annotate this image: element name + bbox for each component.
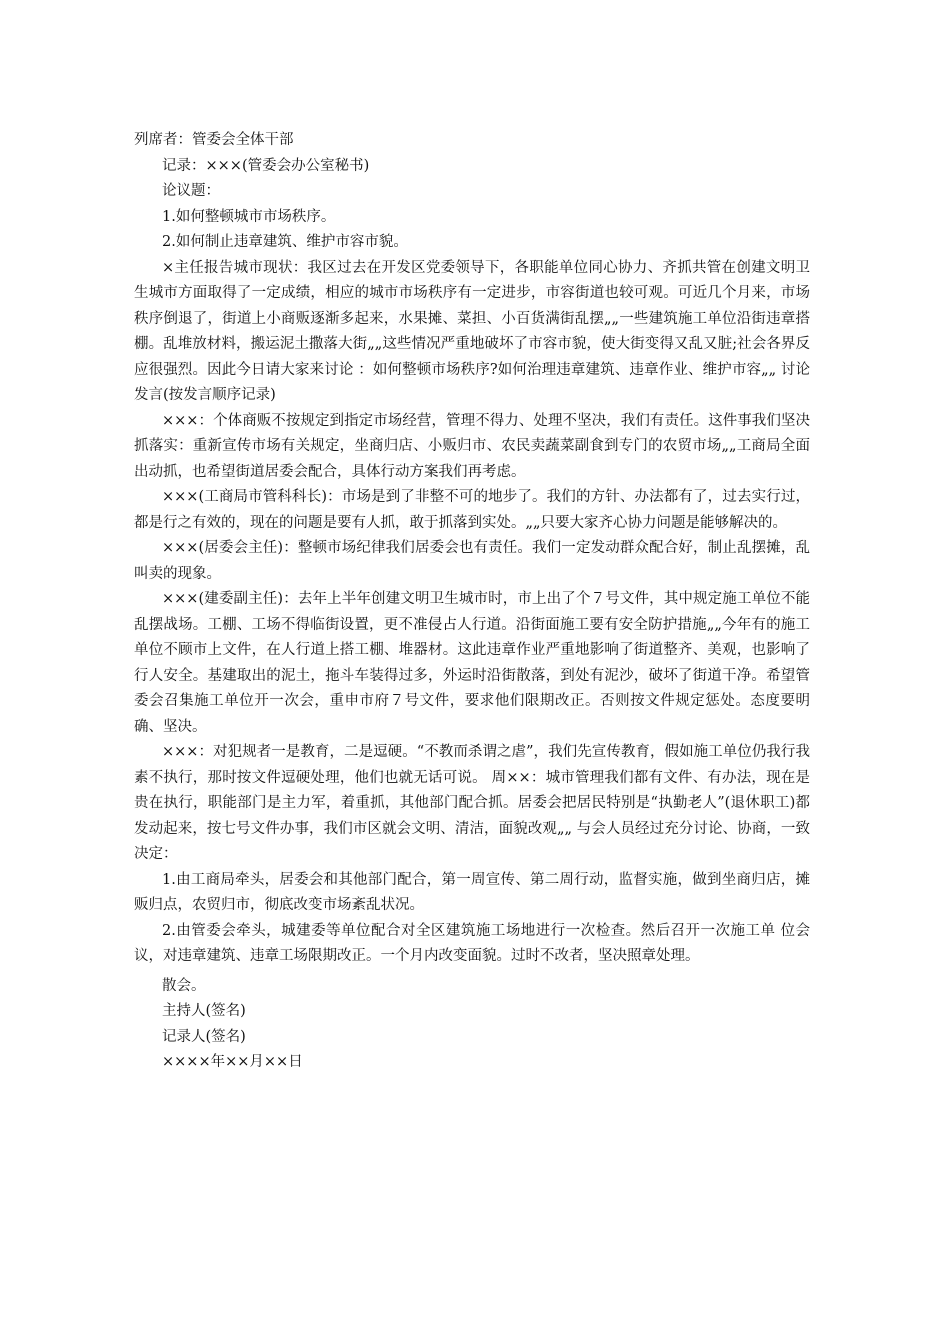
meeting-minutes-document — [134, 128, 810, 1076]
recorder-line: 记录：×××(管委会办公室秘书) — [162, 157, 370, 174]
speech-paragraph: ×××：对犯规者一是教育，二是逗硬。“不教而杀谓之虐”，我们先宣传教育，假如施工单位仍我行我素不执行，那时按文件逗硬处理，他们也就无话可说。 周××：城市管理我们都有文件、有办法，现在是贵在执行，职能部门是主力军，着重抓，其他部门配合抓。居委会把居民特别是“执勤老人”(退休职工)都发动起来，按七号文件办事，我们市区就会文明、清洁，面貌改观„„ 与会人员经过充分讨论、协商，一致决定： — [134, 744, 810, 862]
date-line: ××××年××月××日 — [162, 1054, 303, 1070]
decision-item: 1.由工商局牵头，居委会和其他部门配合，第一周宣传、第二周行动，监督实施，做到坐商归店，摊贩归点，农贸归市，彻底改变市场紊乱状况。 — [134, 871, 810, 913]
host-signature-line: 主持人(签名) — [162, 1003, 246, 1019]
speech-paragraph: ×××(工商局市管科科长)：市场是到了非整不可的地步了。我们的方针、办法都有了，过去实行过，都是行之有效的，现在的问题是要有人抓，敢于抓落到实处。„„只要大家齐心协力问题是能够解决的。 — [134, 489, 810, 531]
speech-paragraph: ×××(建委副主任)：去年上半年创建文明卫生城市时，市上出了个７号文件，其中规定施工单位不能乱摆战场。工棚、工场不得临街设置，更不准侵占人行道。沿街面施工要有安全防护措施„„今年有的施工单位不顾市上文件，在人行道上搭工棚、堆器材。这此违章作业严重地影响了街道整齐、美观，也影响了行人安全。基建取出的泥土，拖斗车装得过多，外运时沿街散落，到处有泥沙，破坏了街道干净。希望管委会召集施工单位开一次会，重申市府７号文件，要求他们限期改正。否则按文件规定惩处。态度要明确、坚决。 — [134, 591, 810, 735]
decision-item: 2.由管委会牵头，城建委等单位配合对全区建筑施工场地进行一次检查。然后召开一次施工单 位会议，对违章建筑、违章工场限期改正。一个月内改变面貌。过时不改者，坚决照章处理。 — [134, 922, 810, 964]
attendees-line: 列席者：管委会全体干部 — [134, 132, 294, 148]
topic-item: 1.如何整顿城市市场秩序。 — [162, 208, 336, 225]
speech-paragraph: ×××(居委会主任)：整顿市场纪律我们居委会也有责任。我们一定发动群众配合好，制止乱摆摊，乱叫卖的现象。 — [134, 540, 810, 582]
closing-line: 散会。 — [162, 977, 206, 994]
recorder-signature-line: 记录人(签名) — [162, 1028, 246, 1045]
speech-paragraph: ×××：个体商贩不按规定到指定市场经营，管理不得力、处理不坚决，我们有责任。这件事我们坚决抓落实：重新宣传市场有关规定，坐商归店、小贩归市、农民卖蔬菜副食到专门的农贸市场„„工商局全面出动抓，也希望街道居委会配合，具体行动方案我们再考虑。 — [134, 412, 810, 480]
topics-heading: 论议题： — [162, 183, 220, 199]
topic-item: 2.如何制止违章建筑、维护市容市貌。 — [162, 234, 408, 250]
director-report-paragraph: ×主任报告城市现状：我区过去在开发区党委领导下，各职能单位同心协力、齐抓共管在创建文明卫生城市方面取得了一定成绩，相应的城市市场秩序有一定进步，市容街道也较可观。可近几个月来，市场秩序倒退了，街道上小商贩逐渐多起来，水果摊、菜担、小百货满街乱摆„„一些建筑施工单位沿街违章搭棚。乱堆放材料，搬运泥土撒落大街„„这些情况严重地破坏了市容市貌，使大街变得又乱又脏;社会各界反应很强烈。因此今日请大家来讨论 ：如何整顿市场秩序?如何治理违章建筑、违章作业、维护市容„„ 讨论发言(按发言顺序记录) — [134, 259, 810, 403]
